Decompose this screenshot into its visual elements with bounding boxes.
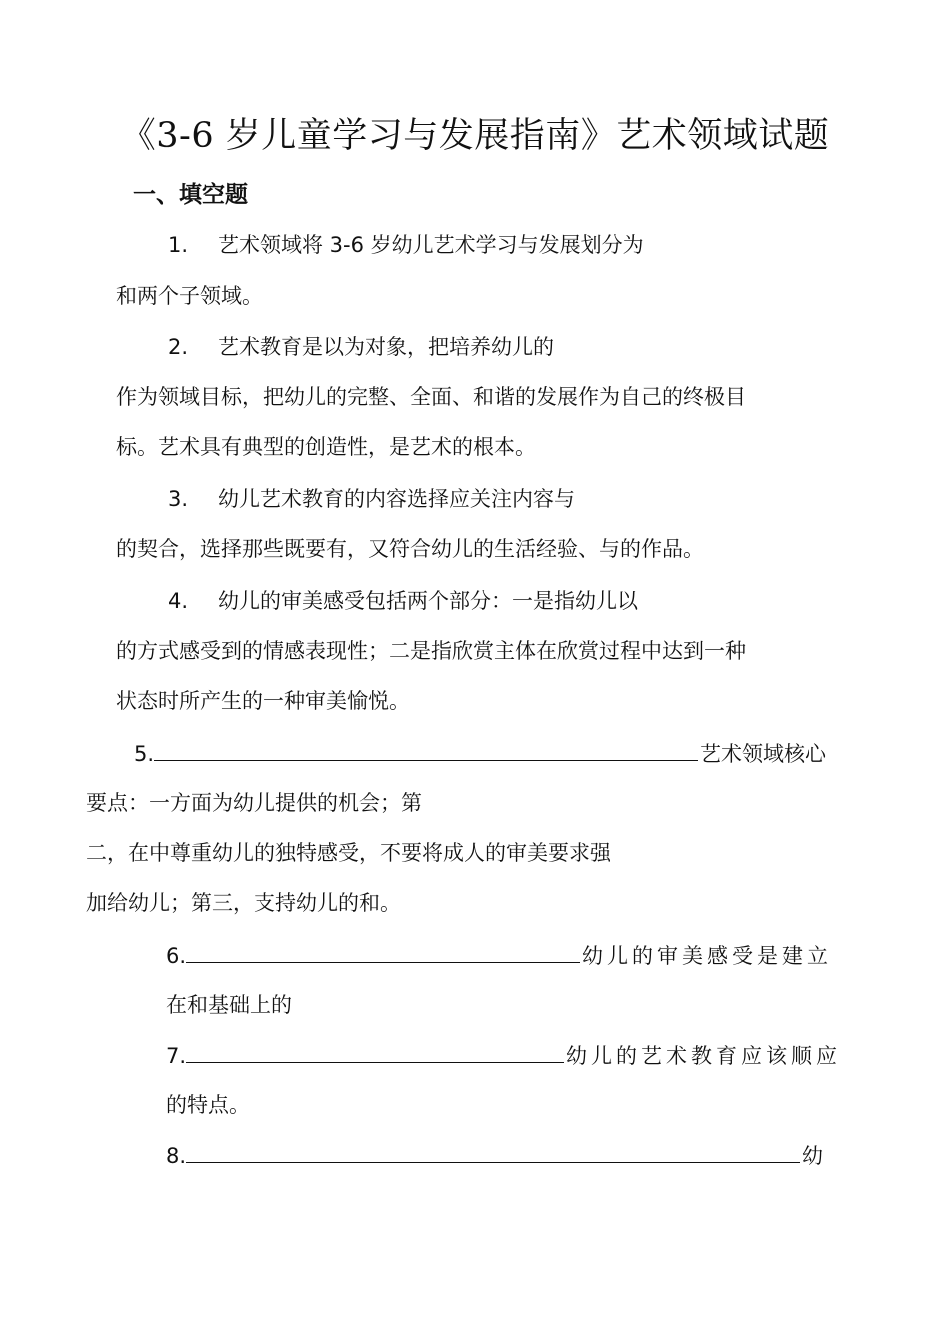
question-number: 2.: [168, 335, 189, 359]
question-text: 幼儿艺术教育的内容选择应关注内容与: [218, 487, 575, 511]
question-number: 1.: [168, 233, 189, 257]
question-3-line-1: [168, 484, 575, 514]
question-number: 5.: [134, 742, 155, 766]
question-5-line-2: 要点：一方面为幼儿提供的机会；第: [86, 791, 422, 815]
question-number: 4.: [168, 589, 189, 613]
question-2-line-2: 作为领域目标，把幼儿的完整、全面、和谐的发展作为自己的终极目: [116, 385, 746, 409]
question-6-line-2: 在和基础上的: [166, 993, 292, 1017]
question-4-line-1: [168, 586, 638, 616]
document-title: 《3-6 岁儿童学习与发展指南》艺术领域试题: [120, 116, 830, 156]
answer-blank[interactable]: [186, 940, 580, 963]
question-text: 幼: [802, 1144, 824, 1168]
answer-blank[interactable]: [154, 738, 698, 761]
question-text: 艺术教育是以为对象，把培养幼儿的: [218, 335, 554, 359]
question-1-line-1: [168, 230, 644, 260]
answer-blank[interactable]: [186, 1040, 564, 1063]
question-3-line-2: 的契合，选择那些既要有，又符合幼儿的生活经验、与的作品。: [116, 537, 704, 561]
question-7-line-1: [166, 1040, 841, 1071]
question-number: 3.: [168, 487, 189, 511]
question-2-line-3: 标。艺术具有典型的创造性，是艺术的根本。: [116, 435, 536, 459]
question-4-line-2: 的方式感受到的情感表现性；二是指欣赏主体在欣赏过程中达到一种: [116, 639, 746, 663]
question-6-line-1: [166, 940, 832, 971]
question-7-line-2: 的特点。: [166, 1093, 250, 1117]
question-number: 7.: [166, 1044, 187, 1068]
question-8-line-1: [166, 1140, 823, 1171]
question-1-line-2: 和两个子领域。: [116, 284, 263, 308]
question-5-line-3: 二，在中尊重幼儿的独特感受，不要将成人的审美要求强: [86, 841, 611, 865]
question-2-line-1: [168, 332, 554, 362]
question-5-line-4: 加给幼儿；第三，支持幼儿的和。: [86, 891, 401, 915]
question-text: 艺术领域核心: [700, 742, 827, 766]
question-text: 幼儿的审美感受是建立: [582, 944, 833, 968]
question-5-line-1: [134, 738, 826, 769]
question-text: 幼儿的审美感受包括两个部分：一是指幼儿以: [218, 589, 638, 613]
question-number: 6.: [166, 944, 187, 968]
question-text: 艺术领域将 3-6 岁幼儿艺术学习与发展划分为: [218, 233, 644, 257]
section-heading: 一、填空题: [133, 182, 248, 208]
answer-blank[interactable]: [186, 1140, 800, 1163]
question-4-line-3: 状态时所产生的一种审美愉悦。: [116, 689, 410, 713]
question-number: 8.: [166, 1144, 187, 1168]
question-text: 幼儿的艺术教育应该顺应: [566, 1044, 842, 1068]
